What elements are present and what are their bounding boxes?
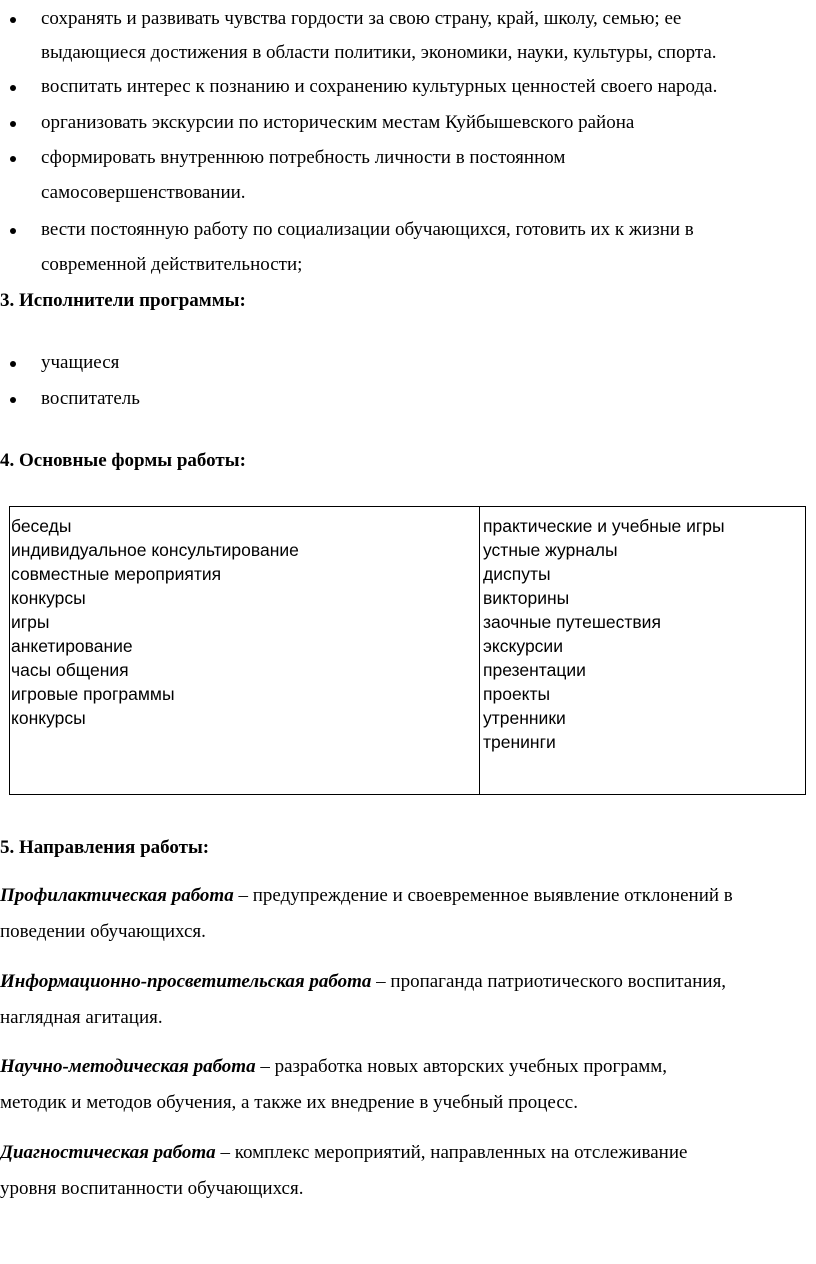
work-form-item: игровые программы [11,684,175,704]
direction-term: Научно-методическая работа [0,1056,256,1077]
goal-text: сохранять и развивать чувства гордости за свою страну, край, школу, семью; ее [41,8,682,29]
goal-text: воспитать интерес к познанию и сохранению культурных ценностей своего народа. [41,76,718,97]
bullet-dot [10,156,16,162]
direction-desc: – предупреждение и своевременное выявление отклонений в [233,885,733,906]
work-form-item: утренники [483,708,566,728]
direction-line-2: наглядная агитация. [0,1007,163,1028]
direction-term: Диагностическая работа [0,1142,216,1163]
work-form-item: экскурсии [483,636,563,656]
performer-text: учащиеся [41,352,120,373]
work-form-item: конкурсы [11,588,86,608]
bullet-dot [10,397,16,403]
direction-desc: – комплекс мероприятий, направленных на отслеживание [215,1142,688,1163]
direction-line-1 [0,971,726,993]
work-form-item: заочные путешествия [483,612,661,632]
direction-desc: – пропаганда патриотического воспитания, [371,971,727,992]
direction-line-2: методик и методов обучения, а также их внедрение в учебный процесс. [0,1092,578,1113]
work-form-item: беседы [11,516,72,536]
work-form-item: тренинги [483,732,556,752]
work-forms-right-column [483,514,725,754]
bullet-dot [10,121,16,127]
bullet-dot [10,17,16,23]
goal-text: сформировать внутреннюю потребность личности в постоянном [41,147,566,168]
work-form-item: проекты [483,684,551,704]
goal-text: вести постоянную работу по социализации обучающихся, готовить их к жизни в [41,219,694,240]
work-form-item: викторины [483,588,570,608]
bullet-dot [10,228,16,234]
bullet-dot [10,361,16,367]
work-form-item: анкетирование [11,636,133,656]
work-form-item: устные журналы [483,540,618,560]
direction-desc: – разработка новых авторских учебных программ, [255,1056,668,1077]
work-forms-table [9,506,806,795]
work-form-item: презентации [483,660,586,680]
direction-line-1 [0,885,733,907]
work-form-item: практические и учебные игры [483,516,725,536]
work-form-item: совместные мероприятия [11,564,222,584]
work-form-item: часы общения [11,660,129,680]
goal-text: организовать экскурсии по историческим местам Куйбышевского района [41,112,635,133]
direction-line-2: уровня воспитанности обучающихся. [0,1178,304,1199]
direction-line-1 [0,1056,667,1078]
direction-line-2: поведении обучающихся. [0,921,206,942]
goal-text-cont: современной действительности; [41,254,303,275]
goal-text-cont: самосовершенствовании. [41,182,246,203]
direction-term: Информационно-просветительская работа [0,971,372,992]
work-form-item: игры [11,612,50,632]
work-form-item: диспуты [483,564,551,584]
work-form-item: конкурсы [11,708,86,728]
table-column-divider [479,507,480,794]
bullet-dot [10,85,16,91]
direction-term: Профилактическая работа [0,885,234,906]
work-form-item: индивидуальное консультирование [11,540,299,560]
performer-text: воспитатель [41,388,140,409]
section-5-heading: 5. Направления работы: [0,837,210,858]
section-3-heading: 3. Исполнители программы: [0,290,246,311]
direction-line-1 [0,1142,687,1164]
work-forms-left-column [11,514,299,730]
section-4-heading: 4. Основные формы работы: [0,450,246,471]
goal-text-cont: выдающиеся достижения в области политики, экономики, науки, культуры, спорта. [41,42,717,63]
